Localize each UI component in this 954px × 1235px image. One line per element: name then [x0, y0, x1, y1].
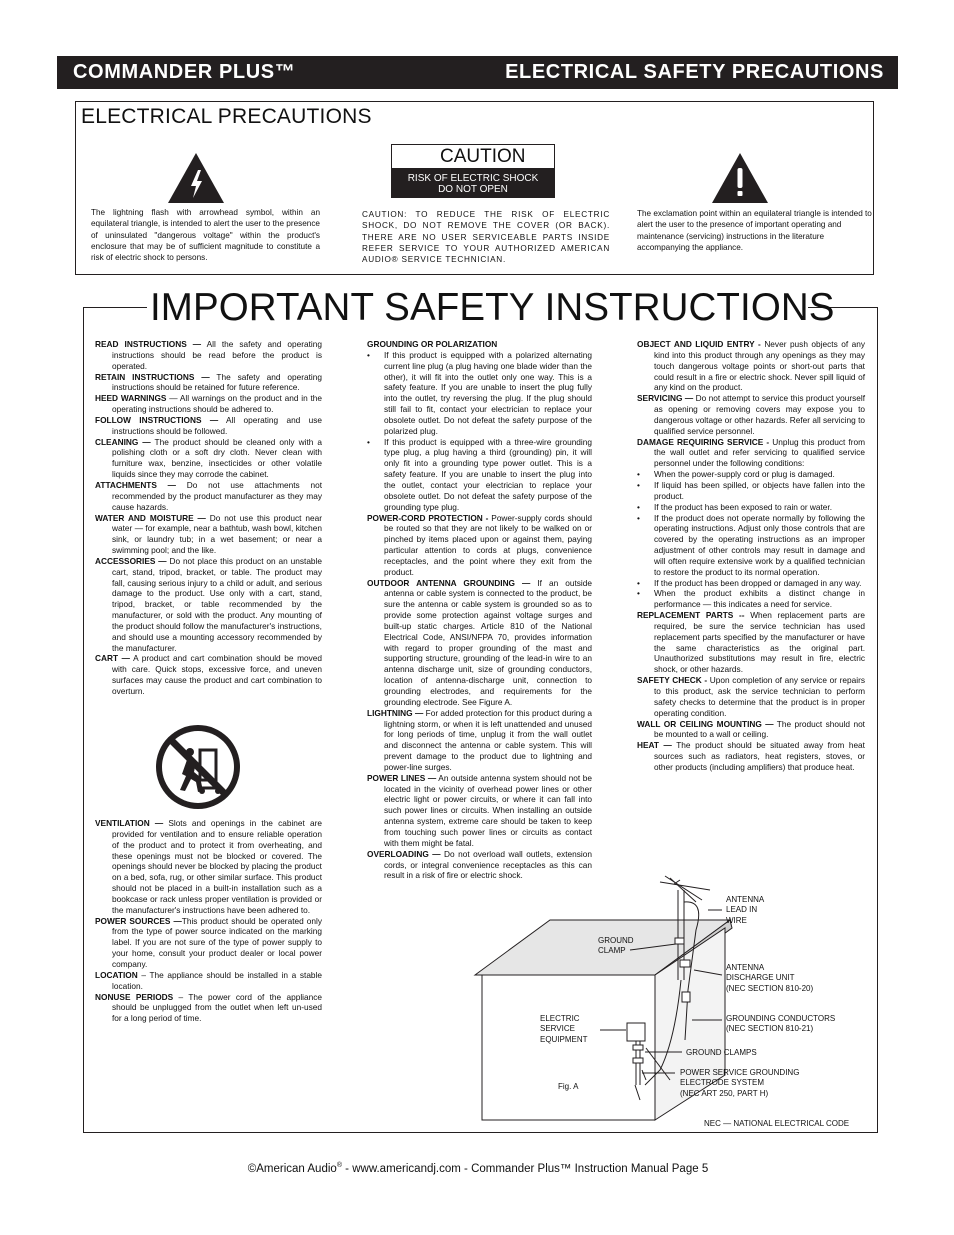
instruction-text: If an outside antenna or cable system is connected to the product, be sure the antenna or cable system is grounded so as to provide some protection against voltage surges and built-up static charges. Article 810 of the National Electrical Code, ANSI/NFPA 70, provides information with regard to proper grounding of the mast and supporting structure, grounding of the lead-in wire to an antenna discharge unit, size of grounding conductors, location of antenna-discharge unit, connection to grounding electrodes, and requirements for the grounding electrode. See Figure A. — [384, 577, 593, 707]
instruction-paragraph — [637, 437, 865, 470]
grounding-conductors-label: GROUNDING CONDUCTORS (NEC SECTION 810-21) — [726, 1014, 836, 1034]
bullet-item: • If liquid has been spilled, or objects have fallen into the product. — [637, 480, 865, 502]
instruction-heading: POWER-CORD PROTECTION - — [367, 512, 489, 523]
instruction-text: When replacement parts are required, be sure the service technician has used replacement parts specified by the manufacturer or have the same characteristics as the original part. Unauthorized substitutions may result in fire, electric shock, or other hazards. — [654, 610, 865, 675]
instruction-heading: LOCATION — [95, 969, 138, 980]
instruction-text: The product should be cleaned only with a polishing cloth or a soft dry cloth. Never clean with furniture wax, benzine, insecticides or other volatile liquids since they may corrode the cabinet. — [112, 436, 322, 480]
instruction-text: Unplug this product from the wall outlet and refer servicing to qualified service personnel under the following conditions: — [654, 436, 865, 469]
page-footer — [0, 1162, 954, 1175]
instruction-heading: ACCESSORIES — — [95, 555, 167, 566]
instruction-paragraph — [95, 818, 322, 916]
instruction-text: Power-supply cords should be routed so that they are not likely to be walked on or pinched by items placed upon or against them, paying particular attention to cords at plugs, convenience receptacles, and the point where they exit from the product. — [384, 512, 592, 577]
instruction-paragraph — [95, 415, 322, 437]
exclamation-warning-icon — [711, 152, 769, 204]
instruction-text: Do not overload wall outlets, extension cords, or integral convenience receptacles as this can result in a risk of fire or electric shock. — [384, 848, 593, 881]
caution-title: CAUTION — [392, 145, 554, 168]
instruction-paragraph — [637, 393, 865, 436]
bullet-item: • If the product has been dropped or damaged in any way. — [637, 578, 865, 589]
instruction-heading: FOLLOW INSTRUCTIONS — — [95, 414, 219, 425]
instruction-paragraph — [95, 653, 322, 696]
instruction-heading: SERVICING — — [637, 393, 694, 404]
caution-sub-line-1: RISK OF ELECTRIC SHOCK — [407, 173, 539, 184]
ground-clamp-label: GROUND CLAMP — [598, 936, 634, 956]
header-section-title: ELECTRICAL SAFETY PRECAUTIONS — [505, 61, 884, 83]
instruction-heading: WATER AND MOISTURE — — [95, 512, 206, 523]
footer-text: - www.americandj.com - Commander Plus™ Instruction Manual Page 5 — [341, 1162, 709, 1175]
instruction-text: The safety and operating instructions should be retained for future reference. — [112, 371, 322, 393]
instruction-paragraph — [95, 372, 322, 394]
instruction-paragraph — [95, 480, 322, 513]
instruction-paragraph — [637, 610, 865, 675]
instruction-paragraph — [367, 578, 592, 708]
instruction-text: Do not use attachments not recommended by the product manufacturer as they may cause hazards. — [112, 479, 322, 512]
instruction-heading: RETAIN INSTRUCTIONS — — [95, 371, 210, 382]
bullet-item: • If this product is equipped with a polarized alternating current line plug (a plug having one blade wider than the other), it will fit into the outlet only one way. This is a safety feature. If you are unable to insert the plug fully into the outlet, try reversing the plug. If the plug should still fail to fit, contact your electrician to replace your obsolete outlet. Do not defeat the safety purpose of the polarized plug. — [367, 350, 592, 437]
instructions-column-2 — [367, 339, 592, 881]
antenna-lead-label: ANTENNA LEAD IN WIRE — [726, 895, 765, 925]
instruction-paragraph — [95, 556, 322, 654]
instructions-column-1 — [95, 339, 322, 697]
instruction-heading: LIGHTNING — — [367, 707, 424, 718]
footer-registered-mark: ® — [336, 1162, 342, 1169]
instruction-paragraph — [95, 339, 322, 372]
column-3-paragraphs-top — [637, 339, 865, 469]
instruction-heading: POWER LINES — — [367, 772, 437, 783]
instruction-heading: OVERLOADING — — [367, 848, 441, 859]
instruction-paragraph — [367, 773, 592, 849]
instruction-heading: OBJECT AND LIQUID ENTRY - — [637, 339, 761, 349]
instruction-heading: READ INSTRUCTIONS — — [95, 339, 202, 349]
instruction-text: For added protection for this product during a lightning storm, or when it is left unattended and unused for long periods of time, unplug it from the wall outlet and disconnect the antenna or cable system. This will prevent damage to the product due to lightning and power-line surges. — [384, 707, 592, 772]
instruction-text: Do not attempt to service this product yourself as opening or removing covers may expose you to dangerous voltage or other hazards. Refer all servicing to qualified service personnel. — [654, 393, 865, 436]
instruction-paragraph — [95, 513, 322, 556]
instruction-paragraph — [367, 513, 592, 578]
header-bar — [57, 56, 898, 89]
instructions-column-1-lower — [95, 818, 322, 1024]
instruction-text: — All warnings on the product and in the operating instructions should be adhered to. — [112, 393, 322, 415]
instruction-text: – The appliance should be installed in a stable location. — [112, 969, 322, 991]
discharge-unit-label: ANTENNA DISCHARGE UNIT (NEC SECTION 810-20) — [726, 963, 814, 993]
bullet-item: • If this product is equipped with a three-wire grounding type plug, a plug having a third (grounding) pin, it will only fit into a grounding type power outlet. This is a safety feature. If you are unable to insert the plug into the outlet, contact your electrician to replace your obsolete outlet. Do not defeat the safety purpose of the grounding type plug. — [367, 437, 592, 513]
caution-subtitle — [392, 173, 554, 195]
instruction-paragraph — [637, 675, 865, 718]
instruction-paragraph — [95, 916, 322, 970]
house-antenna-drawing — [470, 870, 880, 1130]
instruction-paragraph — [637, 740, 865, 773]
instruction-paragraph — [637, 719, 865, 741]
grounding-bullet-list — [367, 350, 592, 513]
cart-warning-icon — [152, 722, 244, 812]
instruction-heading: VENTILATION — — [95, 818, 164, 828]
figure-label: Fig. A — [558, 1082, 579, 1091]
instruction-heading: SAFETY CHECK - — [637, 675, 708, 686]
instruction-text: Upon completion of any service or repairs to this product, ask the service technician to perform safety checks to determine that the product is in proper operating condition. — [654, 675, 865, 718]
instruction-heading: CLEANING — — [95, 436, 151, 447]
instruction-paragraph — [95, 970, 322, 992]
exclamation-symbol-text: The exclamation point within an equilateral triangle is intended to alert the user to the presence of important operating and maintenance (servicing) instructions in the literature accompanying the appliance. — [637, 209, 872, 252]
instruction-heading: POWER SOURCES — — [95, 915, 182, 926]
instruction-heading: HEED WARNINGS — [95, 393, 167, 404]
ground-clamps-label: GROUND CLAMPS — [686, 1048, 757, 1057]
safety-title: IMPORTANT SAFETY INSTRUCTIONS — [150, 286, 835, 329]
instructions-column-3 — [637, 339, 865, 773]
instruction-heading: REPLACEMENT PARTS -- — [637, 610, 745, 621]
damage-bullet-list — [637, 469, 865, 610]
instruction-heading: ATTACHMENTS — — [95, 479, 176, 490]
electrical-precautions-box — [75, 101, 874, 275]
instruction-paragraph — [95, 393, 322, 415]
instruction-heading: NONUSE PERIODS — [95, 991, 174, 1002]
lightning-warning-icon — [167, 152, 225, 204]
footer-copyright: ©American Audio — [247, 1162, 337, 1175]
instruction-text: Do not place this product on an unstable cart, stand, tripod, bracket, or table. The product may fall, causing serious injury to a child or adult, and serious damage to the product. Use only with a cart, stand, tripod, bracket, or table recommended by the manufacturer, or sold with the product. Any mounting of the product should follow the manufacturer's instructions, and should use a mounting accessory recommended by the manufacturer. — [112, 555, 323, 653]
instruction-heading: HEAT — — [637, 740, 672, 751]
bullet-item: • If the product does not operate normally by following the operating instructions. Adjust only those controls that are covered by the operating instructions as an improper adjustment of other controls may result in damage and will often require extensive work by a qualified technician to restore the product to its normal operation. — [637, 513, 865, 578]
antenna-grounding-diagram — [470, 870, 880, 1130]
instruction-text: A product and cart combination should be moved with care. Quick stops, excessive force, and uneven surfaces may cause the product and cart combination to overturn. — [112, 653, 322, 696]
instruction-text: The product should be situated away from heat sources such as radiators, heat registers, stoves, or other products (including amplifiers) that produce heat. — [654, 740, 865, 772]
instruction-text: This product should be operated only from the type of power source indicated on the marking label. If you are not sure of the type of power supply to your home, consult your product dealer or local power company. — [112, 915, 322, 969]
instruction-heading: DAMAGE REQUIRING SERVICE - — [637, 436, 770, 447]
bullet-item: • If the product has been exposed to rain or water. — [637, 502, 865, 513]
instruction-text: All the safety and operating instructions should be read before the product is operated. — [112, 339, 322, 371]
instruction-text: Do not use this product near water — for example, near a bathtub, wash bowl, kitchen sink, or laundry tub; in a wet basement; or near a swimming pool; and the like. — [112, 512, 322, 556]
lightning-symbol-text: The lightning flash with arrowhead symbol, within an equilateral triangle, is intended to alert the user to the presence of uninsulated "dangerous voltage" within the product's enclosure that may be of sufficient magnitude to constitute a risk of electric shock to persons. — [91, 208, 320, 263]
instruction-paragraph — [95, 992, 322, 1025]
caution-text: CAUTION: TO REDUCE THE RISK OF ELECTRIC SHOCK, DO NOT REMOVE THE COVER (OR BACK). THERE ARE NO USER SERVICEABLE PARTS INSIDE REFER SERVICE TO YOUR AUTHORIZED AMERICAN AUDIO® SERVICE TECHNICIAN. — [362, 210, 610, 265]
instruction-text: The product should not be mounted to a wall or ceiling. — [654, 718, 865, 740]
column-2-paragraphs — [367, 513, 592, 882]
caution-sub-line-2: DO NOT OPEN — [438, 184, 508, 195]
electric-service-label: ELECTRIC SERVICE EQUIPMENT — [540, 1014, 588, 1044]
bullet-item: • When the power-supply cord or plug is damaged. — [637, 469, 865, 480]
nec-note: NEC — NATIONAL ELECTRICAL CODE — [704, 1119, 850, 1128]
instruction-text: Never push objects of any kind into this product through any openings as they may touch dangerous voltage points or short-out parts that could result in a fire or electric shock. Never spill liquid of any kind on the product. — [654, 339, 865, 393]
instruction-heading: WALL OR CEILING MOUNTING — — [637, 718, 774, 729]
instruction-text: – The power cord of the appliance should be unplugged from the outlet when left un-used for a long period of time. — [112, 991, 323, 1024]
instruction-paragraph — [367, 708, 592, 773]
bullet-item: • When the product exhibits a distinct change in performance — this indicates a need for service. — [637, 588, 865, 610]
instruction-heading: CART — — [95, 653, 130, 664]
instruction-paragraph — [95, 437, 322, 480]
header-product-name: COMMANDER PLUS™ — [73, 61, 296, 83]
instruction-text: Slots and openings in the cabinet are provided for ventilation and to ensure reliable operation of the product and to protect it from overheating, and these openings must not be blocked or covered. The openings should never be blocked by placing the product on a bed, sofa, rug, or other similar surface. This product should not be placed in a built-in installation such as a bookcase or rack unless proper ventilation is provided or the manufacturer's instructions have been adhered to. — [112, 818, 322, 915]
instruction-heading: OUTDOOR ANTENNA GROUNDING — — [367, 577, 531, 588]
instruction-text: An outside antenna system should not be located in the vicinity of overhead power lines or other electric light or power circuits, or where it can fall into such power lines or circuits. When installing an outside antenna system, extreme care should be taken to keep from touching such power lines or circuits as contact with them might be fatal. — [384, 772, 592, 848]
instruction-text: All operating and use instructions should be followed. — [112, 414, 322, 436]
precautions-title: ELECTRICAL PRECAUTIONS — [81, 105, 372, 128]
caution-label — [391, 144, 555, 198]
instruction-paragraph — [637, 339, 865, 393]
column-3-paragraphs-bottom — [637, 610, 865, 773]
grounding-heading: GROUNDING OR POLARIZATION — [367, 339, 498, 349]
electrode-system-label: POWER SERVICE GROUNDING ELECTRODE SYSTEM (NEC ART 250, PART H) — [680, 1068, 800, 1098]
